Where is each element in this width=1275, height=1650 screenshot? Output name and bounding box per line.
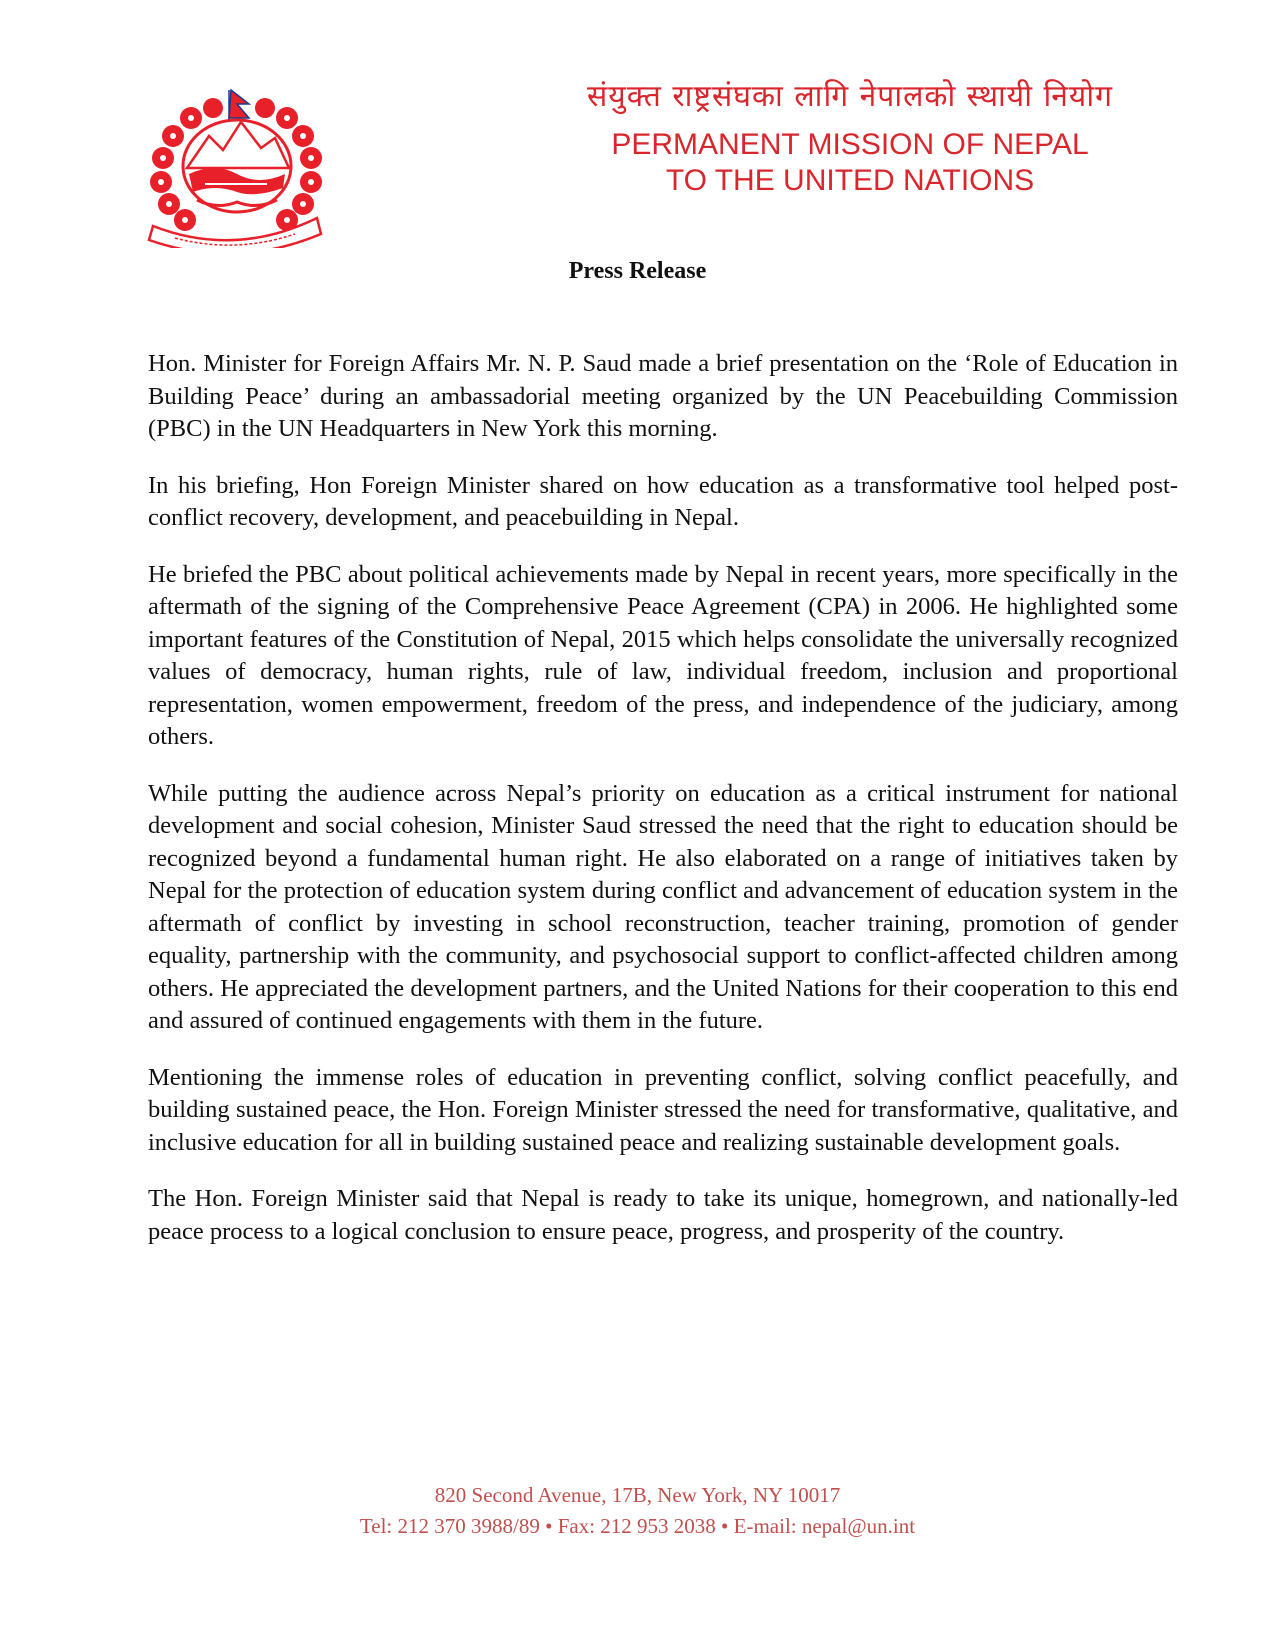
paragraph-2: In his briefing, Hon Foreign Minister shared on how education as a transformative tool helped post-conflict recovery, development, and peacebuilding in Nepal.	[148, 471, 1178, 531]
nepal-coat-of-arms-icon	[145, 88, 323, 248]
paragraph-1: Hon. Minister for Foreign Affairs Mr. N. P. Saud made a brief presentation on the ‘Role of Education in Building Peace’ during an ambassadorial meeting organized by the UN Peacebuilding Commission (PBC) in the UN Headquarters in New York this morning.	[148, 350, 1178, 442]
paragraph-6: The Hon. Foreign Minister said that Nepal is ready to take its unique, homegrown, and nationally-led peace process to a logical conclusion to ensure peace, progress, and prosperity of the country.	[148, 1185, 1178, 1245]
paragraph-3: He briefed the PBC about political achievements made by Nepal in recent years, more specifically in the aftermath of the signing of the Comprehensive Peace Agreement (CPA) in 2006. He highlighted some important features of the Constitution of Nepal, 2015 which helps consolidate the universally recognized values of democracy, human rights, rule of law, individual freedom, inclusion and proportional representation, women empowerment, freedom of the press, and independence of the judiciary, among others.	[148, 560, 1178, 750]
footer-contact	[0, 1480, 1275, 1542]
paragraph-5: Mentioning the immense roles of education in preventing conflict, solving conflict peacefully, and building sustained peace, the Hon. Foreign Minister stressed the need for transformative, qualitative, and inclusive education for all in building sustained peace and realizing sustainable development goals.	[148, 1063, 1178, 1156]
paragraph-4: While putting the audience across Nepal’s priority on education as a critical instrument for national development and social cohesion, Minister Saud stressed the need that the right to education should be recognized beyond a fundamental human right. He also elaborated on a range of initiatives taken by Nepal for the protection of education system during conflict and advancement of education system in the aftermath of conflict by investing in school reconstruction, teacher training, promotion of gender equality, partnership with the community, and psychosocial support to conflict-affected children among others. He appreciated the development partners, and the United Nations for their cooperation to this end and assured of continued engagements with them in the future.	[148, 779, 1178, 1034]
footer-address: 820 Second Avenue, 17B, New York, NY 10017	[434, 1483, 841, 1507]
footer-contact-line: Tel: 212 370 3988/89 • Fax: 212 953 2038 • E-mail: nepal@un.int	[359, 1514, 916, 1538]
mission-letterhead	[500, 74, 1200, 199]
press-release-body	[148, 348, 1178, 1272]
mission-name-line-1: PERMANENT MISSION OF NEPAL	[611, 128, 1089, 161]
mission-name-line-2: TO THE UNITED NATIONS	[665, 164, 1035, 197]
mission-name-devanagari: संयुक्त राष्ट्रसंघका लागि नेपालको स्थायी नियोग	[587, 79, 1113, 114]
page-title: Press Release	[568, 258, 707, 284]
